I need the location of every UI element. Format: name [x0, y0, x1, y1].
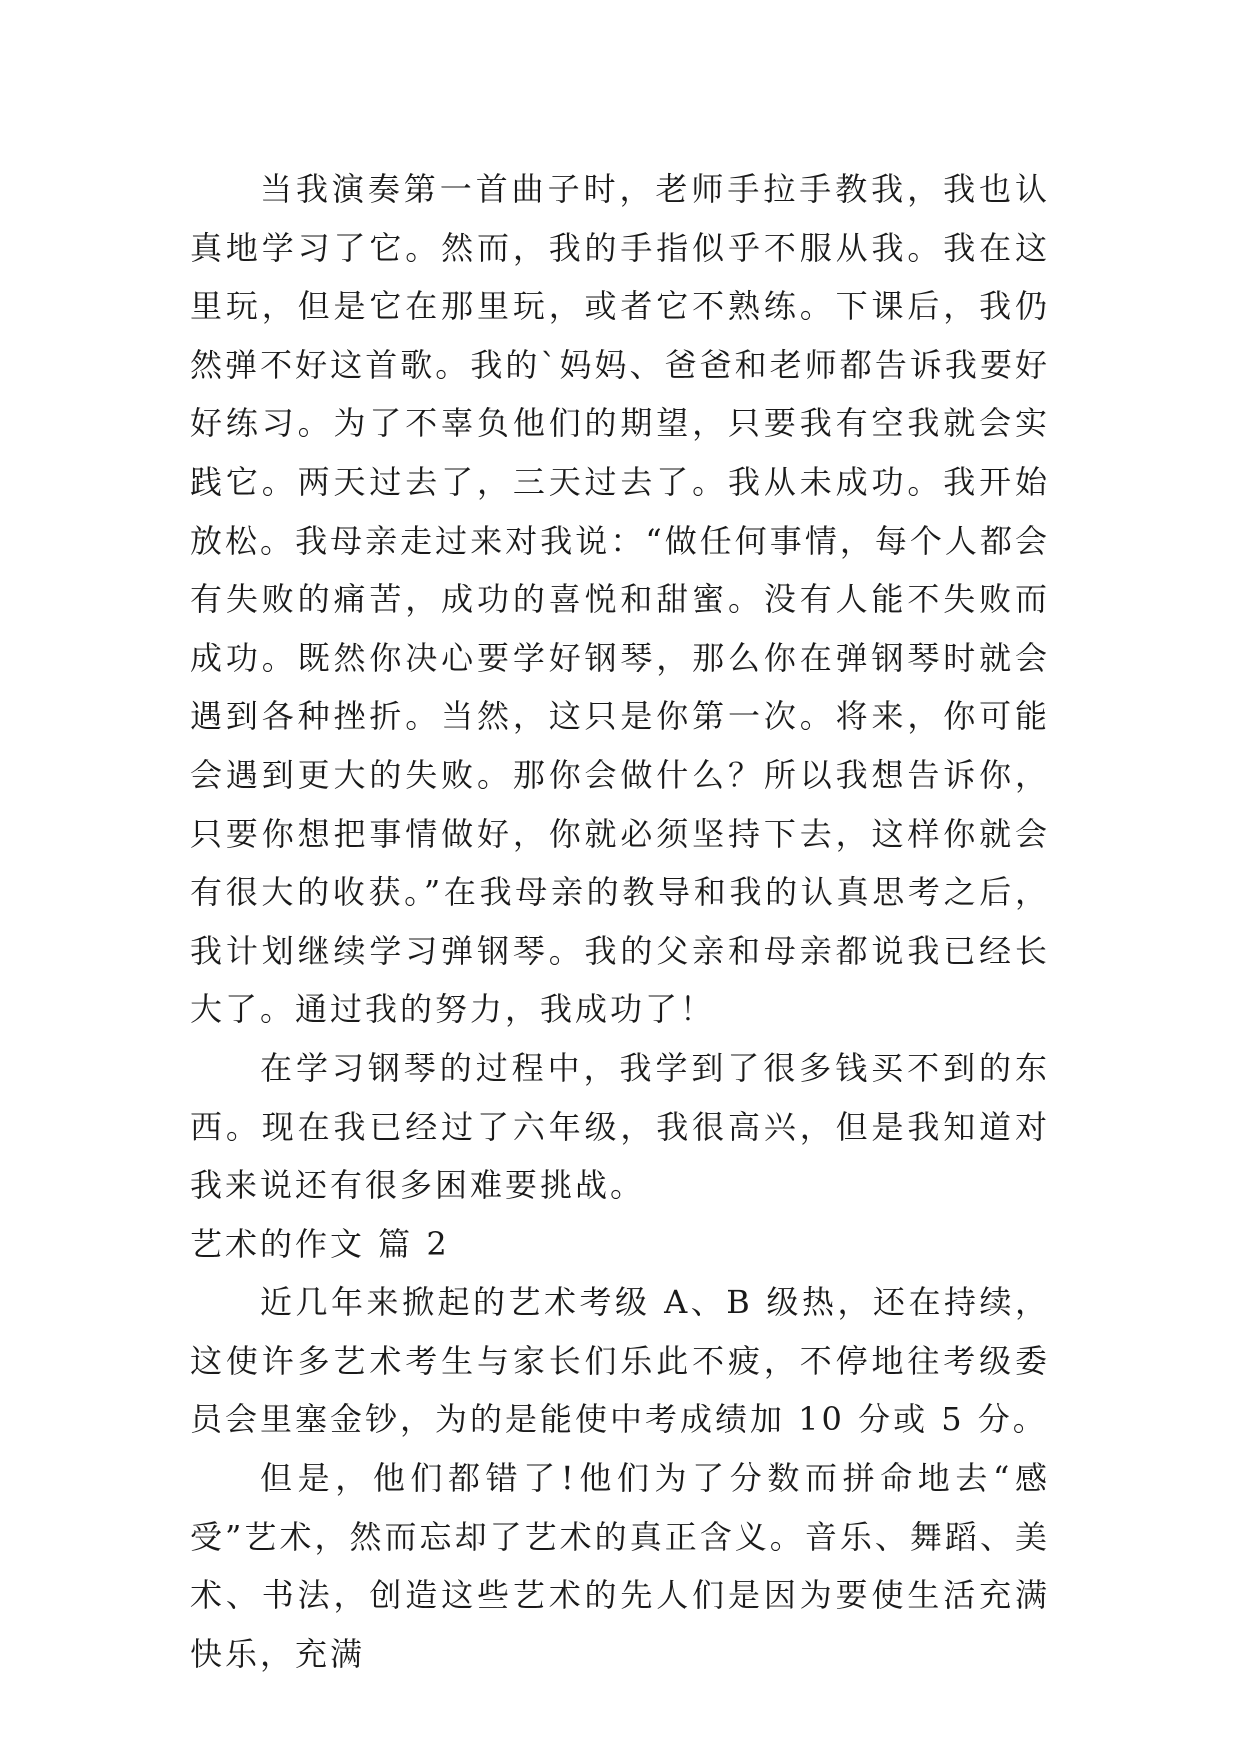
document-body — [190, 160, 1050, 1683]
paragraph-2: 在学习钢琴的过程中，我学到了很多钱买不到的东西。现在我已经过了六年级，我很高兴，但是我知道对我来说还有很多困难要挑战。 — [190, 1048, 1050, 1205]
section-heading: 艺术的作文 篇 2 — [190, 1224, 450, 1263]
paragraph-4: 但是，他们都错了!他们为了分数而拼命地去“感受”艺术，然而忘却了艺术的真正含义。音乐、舞蹈、美术、书法，创造这些艺术的先人们是因为要使生活充满快乐，充满 — [190, 1459, 1050, 1673]
paragraph-3: 近几年来掀起的艺术考级 A、B 级热，还在持续，这使许多艺术考生与家长们乐此不疲，不停地往考级委员会里塞金钞，为的是能使中考成绩加 10 分或 5 分。 — [190, 1283, 1050, 1439]
paragraph-1: 当我演奏第一首曲子时，老师手拉手教我，我也认真地学习了它。然而，我的手指似乎不服从我。我在这里玩，但是它在那里玩，或者它不熟练。下课后，我仍然弹不好这首歌。我的`妈妈、爸爸和老师都告诉我要好好练习。为了不辜负他们的期望，只要我有空我就会实践它。两天过去了，三天过去了。我从未成功。我开始放松。我母亲走过来对我说：“做任何事情，每个人都会有失败的痛苦，成功的喜悦和甜蜜。没有人能不失败而成功。既然你决心要学好钢琴，那么你在弹钢琴时就会遇到各种挫折。当然，这只是你第一次。将来，你可能会遇到更大的失败。那你会做什么？所以我想告诉你，只要你想把事情做好，你就必须坚持下去，这样你就会有很大的收获。”在我母亲的教导和我的认真思考之后，我计划继续学习弹钢琴。我的父亲和母亲都说我已经长大了。通过我的努力，我成功了！ — [190, 170, 1050, 1029]
